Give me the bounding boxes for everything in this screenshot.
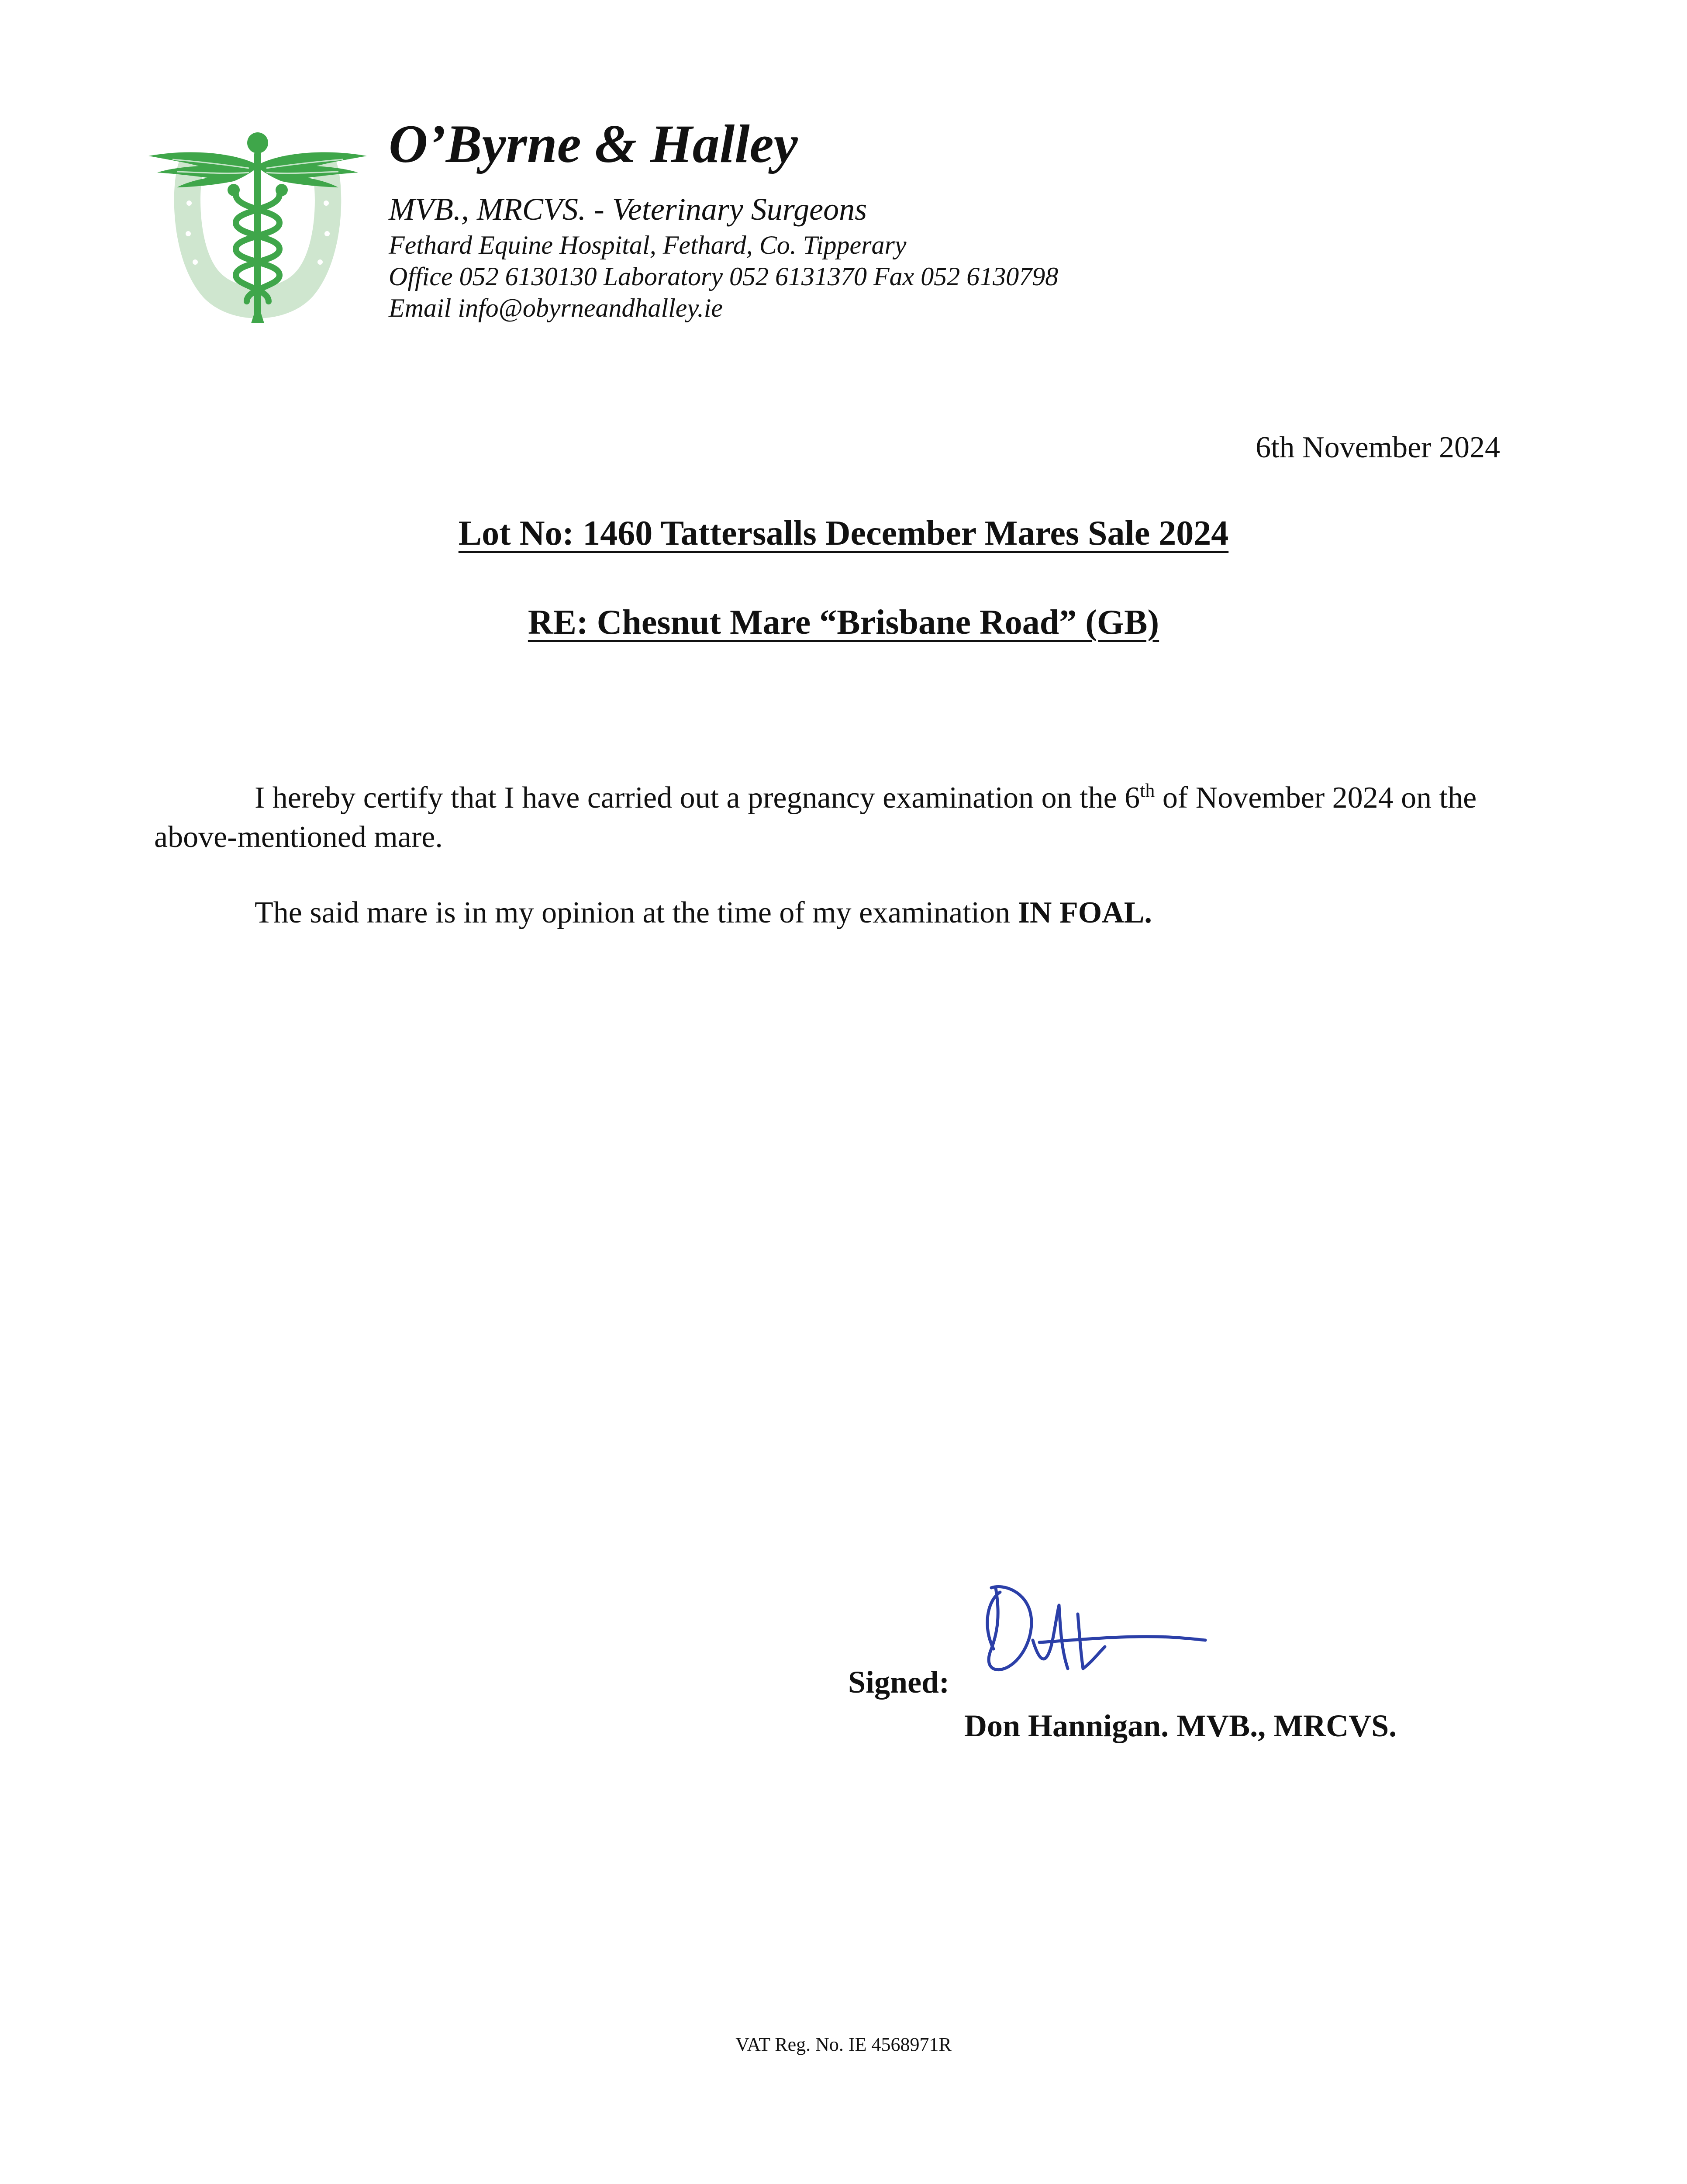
para1-text-end: of November 2024 on the above-mentioned mare. — [154, 781, 1477, 854]
firm-name: O’Byrne & Halley — [389, 114, 798, 174]
firm-subtitle: MVB., MRCVS. - Veterinary Surgeons — [389, 192, 867, 227]
signed-label: Signed: — [848, 1665, 950, 1700]
para2-text: The said mare is in my opinion at the time of my examination — [255, 896, 1018, 930]
heading-re: RE: Chesnut Mare “Brisbane Road” (GB) — [528, 603, 1159, 642]
heading-lot: Lot No: 1460 Tattersalls December Mares Sale 2024 — [458, 514, 1229, 553]
letter-date: 6th November 2024 — [1256, 431, 1500, 464]
para1-text-start: I hereby certify that I have carried out a pregnancy examination on the 6 — [255, 781, 1140, 815]
caduceus-horseshoe-icon — [146, 129, 369, 330]
vat-registration: VAT Reg. No. IE 4568971R — [735, 2034, 952, 2055]
in-foal-result: IN FOAL. — [1018, 896, 1152, 930]
certification-paragraph — [154, 778, 1534, 857]
para1-ordinal-suffix: th — [1140, 780, 1155, 802]
handwritten-signature — [974, 1575, 1245, 1693]
firm-phone-numbers: Office 052 6130130 Laboratory 052 6131370 Fax 052 6130798 — [389, 262, 1059, 291]
firm-address: Fethard Equine Hospital, Fethard, Co. Tipperary — [389, 231, 907, 259]
signer-name: Don Hannigan. MVB., MRCVS. — [964, 1708, 1397, 1743]
finding-paragraph — [154, 893, 1534, 933]
firm-email: Email info@obyrneandhalley.ie — [389, 294, 723, 322]
